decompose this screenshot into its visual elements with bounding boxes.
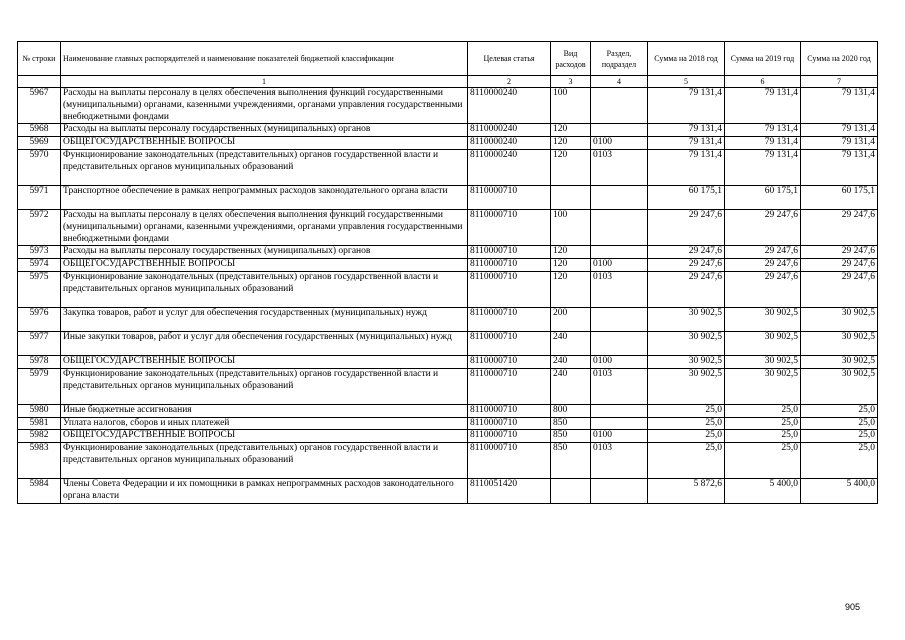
row-number: 5972 [18,209,61,245]
table-row [18,271,878,307]
row-sum-2018: 60 175,1 [648,185,725,209]
row-name: Расходы на выплаты персоналу в целях обеспечения выполнения функций государственными (муниципальными) органами, казенными учреждениями, органами управления государственными внебюджетными фондами [61,209,468,245]
row-name: Закупка товаров, работ и услуг для обеспечения государственных (муниципальных) нужд [61,307,468,331]
row-target-code: 8110000710 [468,246,551,259]
table-row [18,479,878,504]
column-number: 4 [591,76,648,88]
table-row [18,185,878,209]
row-sum-2020: 29 247,6 [801,209,878,245]
row-number: 5980 [18,404,61,417]
row-sum-2020: 25,0 [801,417,878,430]
row-number: 5971 [18,185,61,209]
row-razdel: 0100 [591,259,648,272]
column-number: 7 [801,76,878,88]
table-row [18,368,878,404]
row-sum-2020: 29 247,6 [801,259,878,272]
row-razdel [591,479,648,504]
table-row [18,246,878,259]
column-number: 3 [551,76,591,88]
row-sum-2020: 30 902,5 [801,331,878,355]
row-sum-2019: 79 131,4 [725,149,801,185]
row-name: Уплата налогов, сборов и иных платежей [61,417,468,430]
row-target-code: 8110000710 [468,185,551,209]
row-sum-2018: 79 131,4 [648,149,725,185]
row-sum-2019: 25,0 [725,443,801,479]
row-name: Функционирование законодательных (представительных) органов государственной власти и представительных органов муниципальных образований [61,443,468,479]
row-sum-2019: 30 902,5 [725,307,801,331]
row-sum-2018: 29 247,6 [648,209,725,245]
row-sum-2019: 30 902,5 [725,355,801,368]
row-vid: 120 [551,259,591,272]
row-razdel: 0100 [591,137,648,150]
row-target-code: 8110000710 [468,417,551,430]
row-number: 5983 [18,443,61,479]
row-number: 5976 [18,307,61,331]
row-vid [551,185,591,209]
row-sum-2020: 60 175,1 [801,185,878,209]
table-row [18,417,878,430]
row-vid: 850 [551,443,591,479]
row-sum-2018: 30 902,5 [648,331,725,355]
column-number: 6 [725,76,801,88]
row-sum-2020: 25,0 [801,443,878,479]
row-sum-2019: 79 131,4 [725,137,801,150]
row-sum-2020: 79 131,4 [801,88,878,124]
row-sum-2020: 29 247,6 [801,246,878,259]
table-row [18,443,878,479]
row-vid: 120 [551,149,591,185]
row-target-code: 8110000240 [468,124,551,137]
row-sum-2019: 30 902,5 [725,368,801,404]
table-row [18,331,878,355]
header-name: Наименование главных распорядителей и наименование показателей бюджетной классификации [61,42,468,76]
row-sum-2018: 79 131,4 [648,137,725,150]
row-number: 5974 [18,259,61,272]
row-sum-2019: 5 400,0 [725,479,801,504]
row-target-code: 8110000710 [468,307,551,331]
row-number: 5970 [18,149,61,185]
row-sum-2018: 29 247,6 [648,271,725,307]
row-name: Функционирование законодательных (представительных) органов государственной власти и представительных органов муниципальных образований [61,271,468,307]
row-sum-2020: 30 902,5 [801,368,878,404]
row-name: ОБЩЕГОСУДАРСТВЕННЫЕ ВОПРОСЫ [61,137,468,150]
column-number: 2 [468,76,551,88]
row-target-code: 8110051420 [468,479,551,504]
row-sum-2019: 29 247,6 [725,246,801,259]
column-number [18,76,61,88]
row-sum-2019: 29 247,6 [725,259,801,272]
row-razdel [591,331,648,355]
row-target-code: 8110000710 [468,259,551,272]
row-razdel: 0103 [591,368,648,404]
row-target-code: 8110000710 [468,271,551,307]
table-row [18,149,878,185]
row-name: ОБЩЕГОСУДАРСТВЕННЫЕ ВОПРОСЫ [61,430,468,443]
row-vid [551,479,591,504]
table-row [18,259,878,272]
row-sum-2020: 79 131,4 [801,137,878,150]
row-name: Транспортное обеспечение в рамках непрограммных расходов законодательного органа власти [61,185,468,209]
row-razdel [591,404,648,417]
row-name: Функционирование законодательных (представительных) органов государственной власти и представительных органов муниципальных образований [61,149,468,185]
row-sum-2018: 29 247,6 [648,259,725,272]
row-sum-2019: 29 247,6 [725,271,801,307]
row-number: 5969 [18,137,61,150]
budget-table [17,41,878,504]
row-sum-2020: 30 902,5 [801,355,878,368]
row-name: Члены Совета Федерации и их помощники в рамках непрограммных расходов законодательного органа власти [61,479,468,504]
header-row [18,42,878,76]
row-target-code: 8110000240 [468,149,551,185]
row-sum-2018: 29 247,6 [648,246,725,259]
row-sum-2020: 25,0 [801,430,878,443]
header-target: Целевая статья [468,42,551,76]
row-razdel: 0100 [591,355,648,368]
row-sum-2018: 30 902,5 [648,307,725,331]
row-sum-2019: 25,0 [725,417,801,430]
table-body [18,88,878,504]
row-vid: 200 [551,307,591,331]
row-razdel [591,209,648,245]
row-sum-2018: 25,0 [648,443,725,479]
row-number: 5977 [18,331,61,355]
row-razdel [591,185,648,209]
table-row [18,209,878,245]
row-number: 5984 [18,479,61,504]
row-sum-2019: 79 131,4 [725,88,801,124]
row-number: 5968 [18,124,61,137]
row-target-code: 8110000710 [468,331,551,355]
row-sum-2020: 30 902,5 [801,307,878,331]
row-sum-2018: 25,0 [648,430,725,443]
table-row [18,355,878,368]
row-sum-2019: 29 247,6 [725,209,801,245]
row-name: ОБЩЕГОСУДАРСТВЕННЫЕ ВОПРОСЫ [61,259,468,272]
row-name: Функционирование законодательных (представительных) органов государственной власти и представительных органов муниципальных образований [61,368,468,404]
row-razdel: 0100 [591,430,648,443]
row-target-code: 8110000710 [468,404,551,417]
row-target-code: 8110000710 [468,368,551,404]
row-razdel: 0103 [591,271,648,307]
row-target-code: 8110000240 [468,88,551,124]
row-sum-2020: 79 131,4 [801,124,878,137]
row-vid: 800 [551,404,591,417]
row-sum-2020: 29 247,6 [801,271,878,307]
row-sum-2019: 79 131,4 [725,124,801,137]
row-sum-2019: 25,0 [725,430,801,443]
header-vid: Вид расходов [551,42,591,76]
row-razdel: 0103 [591,443,648,479]
row-razdel [591,124,648,137]
row-number: 5981 [18,417,61,430]
row-vid: 240 [551,331,591,355]
row-target-code: 8110000710 [468,209,551,245]
row-sum-2018: 79 131,4 [648,124,725,137]
row-sum-2018: 5 872,6 [648,479,725,504]
table-row [18,137,878,150]
column-number: 1 [61,76,468,88]
row-razdel: 0103 [591,149,648,185]
row-sum-2018: 30 902,5 [648,355,725,368]
row-sum-2020: 79 131,4 [801,149,878,185]
row-sum-2019: 25,0 [725,404,801,417]
row-target-code: 8110000240 [468,137,551,150]
row-sum-2019: 60 175,1 [725,185,801,209]
row-razdel [591,246,648,259]
row-name: Расходы на выплаты персоналу государственных (муниципальных) органов [61,124,468,137]
row-name: Расходы на выплаты персоналу государственных (муниципальных) органов [61,246,468,259]
row-name: Расходы на выплаты персоналу в целях обеспечения выполнения функций государственными (муниципальными) органами, казенными учреждениями, органами управления государственными внебюджетными фондами [61,88,468,124]
table-row [18,307,878,331]
row-sum-2020: 25,0 [801,404,878,417]
row-number: 5979 [18,368,61,404]
row-number: 5967 [18,88,61,124]
row-target-code: 8110000710 [468,430,551,443]
row-vid: 120 [551,246,591,259]
table-row [18,404,878,417]
header-row-no: № строки [18,42,61,76]
row-name: Иные бюджетные ассигнования [61,404,468,417]
row-vid: 120 [551,137,591,150]
row-number: 5973 [18,246,61,259]
header-sum-2019: Сумма на 2019 год [725,42,801,76]
table-row [18,88,878,124]
row-vid: 100 [551,88,591,124]
row-razdel [591,417,648,430]
column-number-row [18,76,878,88]
row-target-code: 8110000710 [468,355,551,368]
table-row [18,124,878,137]
header-sum-2020: Сумма на 2020 год [801,42,878,76]
row-vid: 120 [551,124,591,137]
row-sum-2018: 79 131,4 [648,88,725,124]
row-vid: 850 [551,417,591,430]
row-vid: 100 [551,209,591,245]
header-razdel: Раздел, подраздел [591,42,648,76]
row-target-code: 8110000710 [468,443,551,479]
row-sum-2019: 30 902,5 [725,331,801,355]
row-number: 5978 [18,355,61,368]
row-number: 5982 [18,430,61,443]
page-number: 905 [845,602,861,612]
column-number: 5 [648,76,725,88]
row-sum-2018: 30 902,5 [648,368,725,404]
row-sum-2020: 5 400,0 [801,479,878,504]
table-row [18,430,878,443]
row-sum-2018: 25,0 [648,417,725,430]
row-vid: 240 [551,355,591,368]
row-vid: 850 [551,430,591,443]
row-sum-2018: 25,0 [648,404,725,417]
row-vid: 240 [551,368,591,404]
row-name: ОБЩЕГОСУДАРСТВЕННЫЕ ВОПРОСЫ [61,355,468,368]
row-number: 5975 [18,271,61,307]
row-razdel [591,307,648,331]
row-vid: 120 [551,271,591,307]
header-sum-2018: Сумма на 2018 год [648,42,725,76]
row-name: Иные закупки товаров, работ и услуг для обеспечения государственных (муниципальных) нужд [61,331,468,355]
row-razdel [591,88,648,124]
